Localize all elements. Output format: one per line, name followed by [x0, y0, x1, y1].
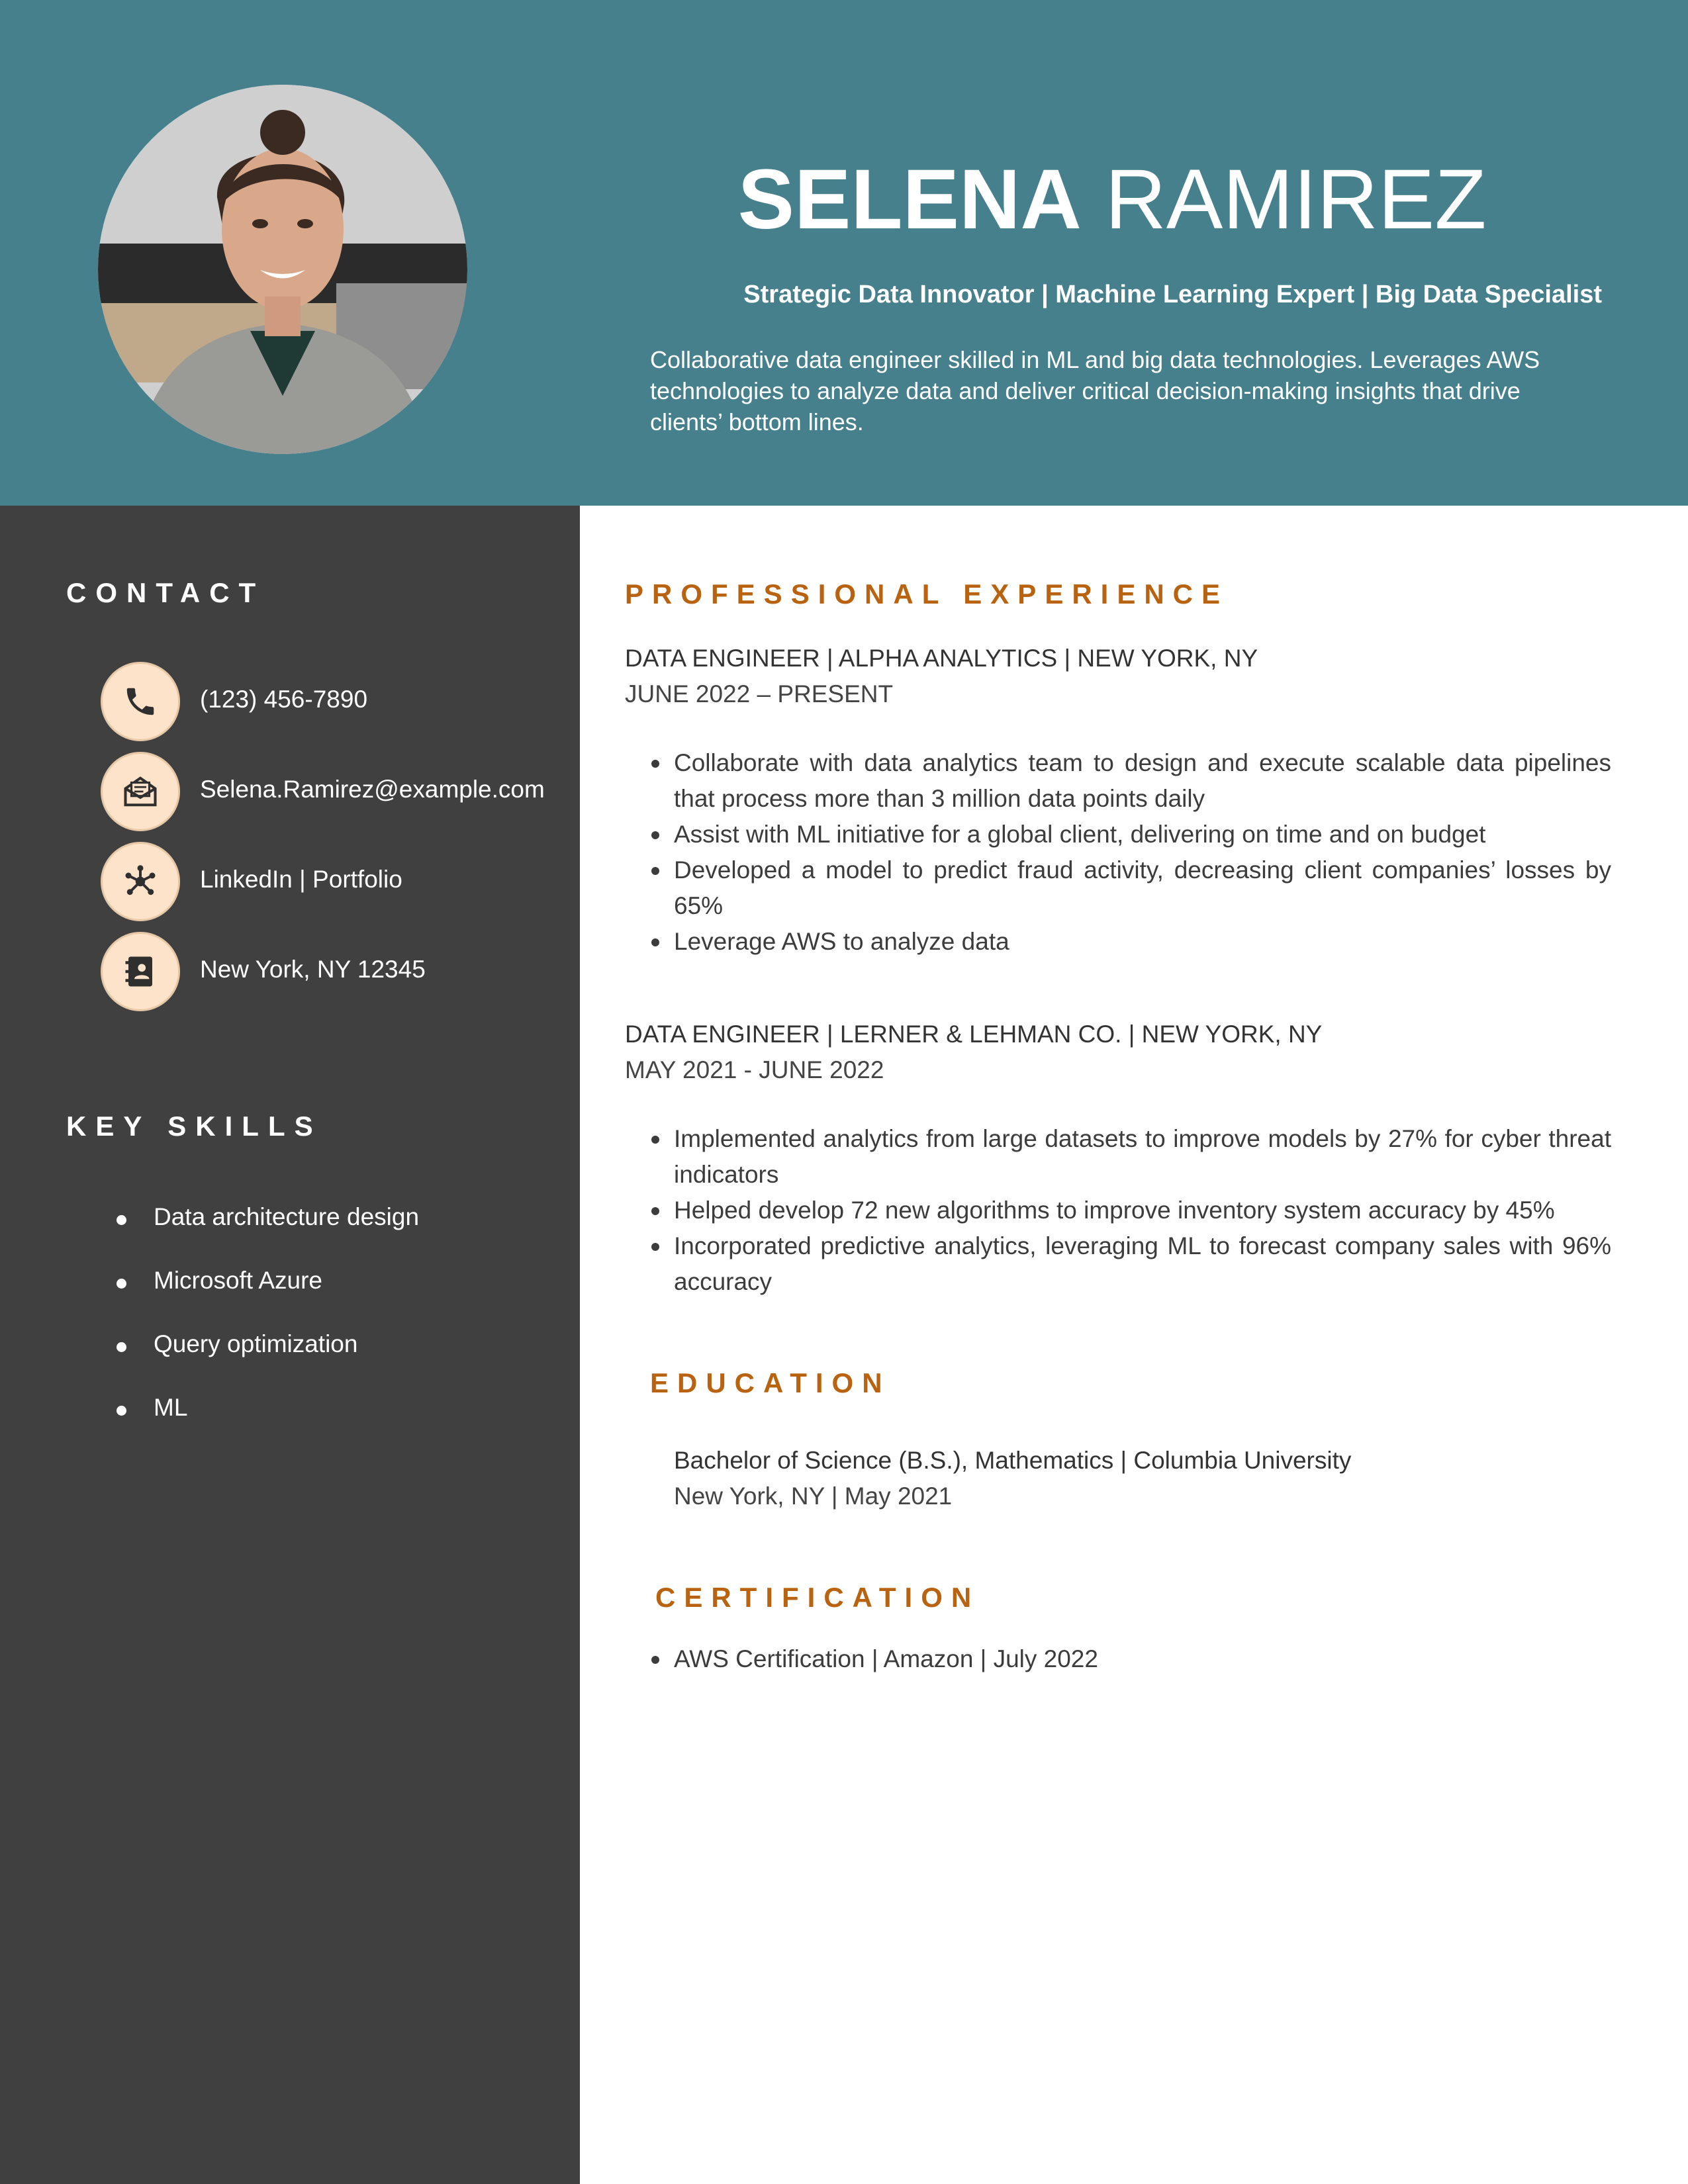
address-icon [101, 932, 180, 1011]
education-location-date: New York, NY | May 2021 [674, 1482, 953, 1510]
email-address[interactable]: Selena.Ramirez@example.com [200, 776, 545, 803]
last-name: RAMIREZ [1105, 152, 1487, 247]
list-item: Implemented analytics from large datasets to improve models by 27% for cyber threat indicators [674, 1121, 1611, 1193]
degree: Bachelor of Science (B.S.), Mathematics | Columbia University [674, 1447, 1352, 1474]
candidate-name [649, 154, 1575, 247]
job-dates: MAY 2021 - JUNE 2022 [625, 1056, 884, 1083]
job-bullets [674, 745, 1611, 960]
contact-email [101, 752, 564, 831]
skill-item: Query optimization [117, 1330, 547, 1363]
first-name: SELENA [737, 152, 1082, 247]
job-dates: JUNE 2022 – PRESENT [625, 680, 894, 707]
skill-item: ML [117, 1394, 547, 1427]
contact-heading: CONTACT [66, 577, 265, 608]
profile-photo [98, 85, 467, 454]
list-item: Leverage AWS to analyze data [674, 924, 1611, 960]
list-item: Helped develop 72 new algorithms to improve inventory system accuracy by 45% [674, 1193, 1611, 1228]
list-item: Assist with ML initiative for a global client, delivering on time and on budget [674, 817, 1611, 852]
bullet-dot [117, 1342, 126, 1352]
education-heading: EDUCATION [650, 1367, 891, 1398]
email-icon [101, 752, 180, 831]
job-title: DATA ENGINEER | ALPHA ANALYTICS | NEW YORK, NY [625, 645, 1258, 672]
list-item: Incorporated predictive analytics, leveraging ML to forecast company sales with 96% accuracy [674, 1228, 1611, 1300]
job-bullets [674, 1121, 1611, 1300]
contact-phone [101, 662, 564, 741]
bullet-dot [117, 1215, 126, 1225]
certification-list [674, 1641, 1611, 1677]
skills-heading: KEY SKILLS [66, 1111, 322, 1142]
tagline: Strategic Data Innovator | Machine Learning Expert | Big Data Specialist [743, 281, 1602, 308]
list-item: Developed a model to predict fraud activity, decreasing client companies’ losses by 65% [674, 852, 1611, 924]
skill-item: Microsoft Azure [117, 1267, 547, 1300]
profile-links[interactable]: LinkedIn | Portfolio [200, 866, 402, 893]
mailing-address: New York, NY 12345 [200, 956, 426, 983]
bullet-dot [117, 1406, 126, 1416]
list-item: AWS Certification | Amazon | July 2022 [674, 1641, 1611, 1677]
contact-address [101, 932, 564, 1011]
job-title: DATA ENGINEER | LERNER & LEHMAN CO. | NEW YORK, NY [625, 1021, 1323, 1048]
experience-heading: PROFESSIONAL EXPERIENCE [625, 578, 1229, 610]
professional-summary: Collaborative data engineer skilled in ML and big data technologies. Leverages AWS technologies to analyze data and deliver critical decision-making insights that drive clients’ bottom lines. [650, 346, 1540, 435]
phone-icon [101, 662, 180, 741]
bullet-dot [117, 1279, 126, 1289]
network-icon [101, 842, 180, 921]
certification-heading: CERTIFICATION [655, 1582, 980, 1613]
header-banner [0, 0, 1688, 506]
list-item: Collaborate with data analytics team to design and execute scalable data pipelines that process more than 3 million data points daily [674, 745, 1611, 817]
contact-links [101, 842, 564, 921]
sidebar [0, 506, 580, 2184]
skill-item: Data architecture design [117, 1203, 547, 1236]
phone-number: (123) 456-7890 [200, 686, 368, 713]
